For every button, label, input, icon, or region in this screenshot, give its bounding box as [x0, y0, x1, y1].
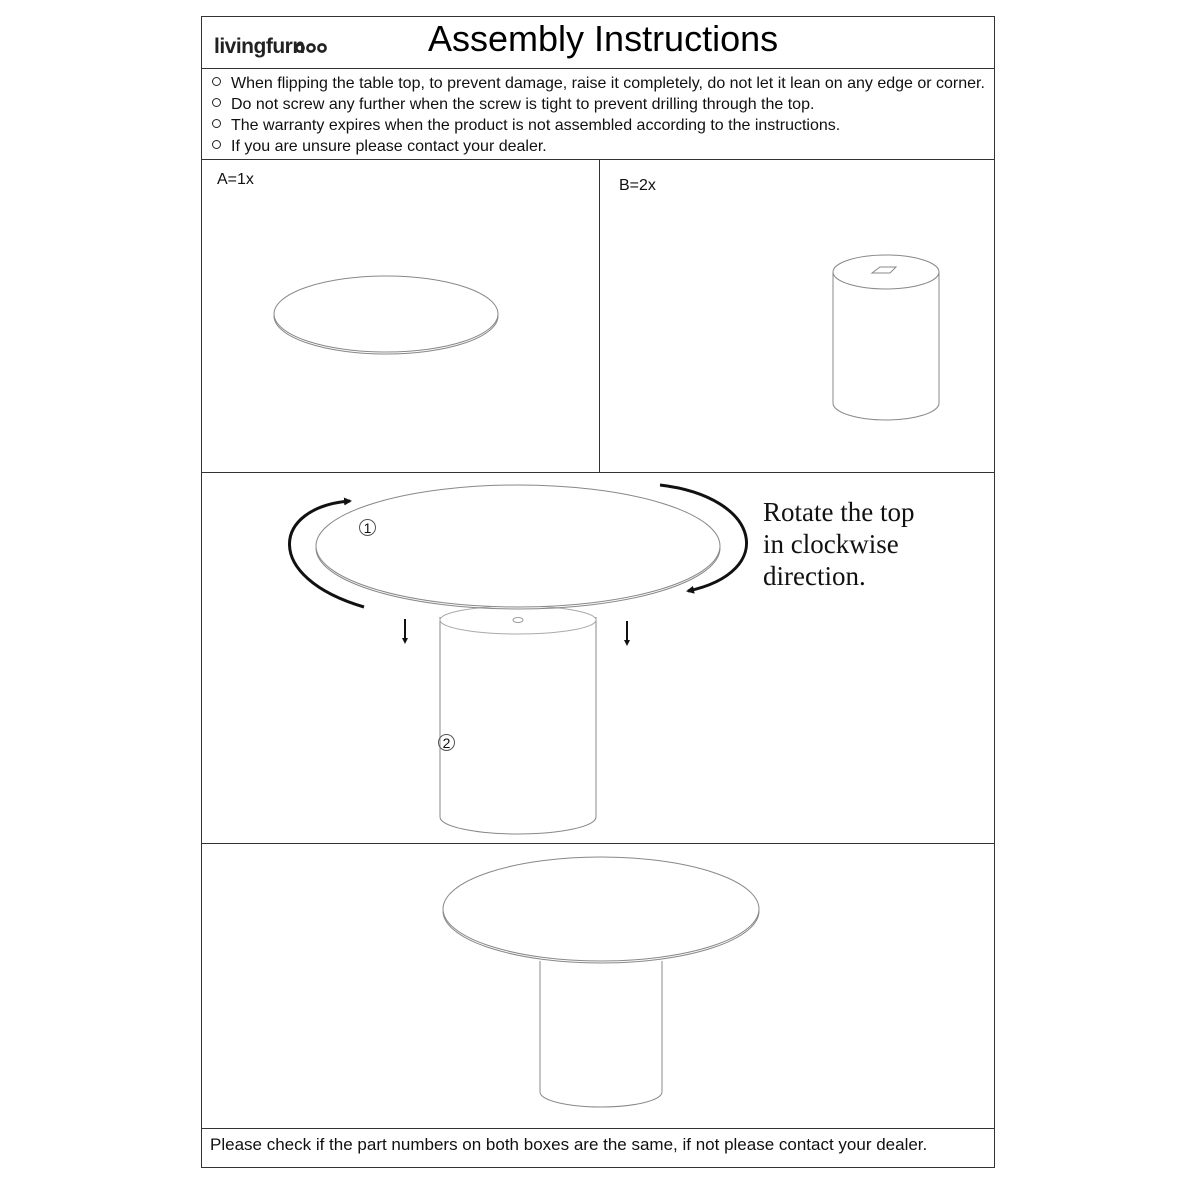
step-marker-2: 2: [438, 734, 455, 751]
step-marker-1: 1: [359, 519, 376, 536]
note-item: When flipping the table top, to prevent damage, raise it completely, do not let it lean on any edge or corner.: [210, 73, 985, 94]
part-a-tabletop-drawing: [274, 276, 498, 354]
part-b-label: B=2x: [619, 177, 656, 194]
footer-note: Please check if the part numbers on both boxes are the same, if not please contact your dealer.: [210, 1135, 928, 1154]
instruction-sheet: [201, 16, 995, 1168]
step1-drawing: [289, 485, 746, 834]
note-item: The warranty expires when the product is not assembled according to the instructions.: [210, 115, 985, 136]
page-title: Assembly Instructions: [428, 18, 779, 59]
rotate-instruction: Rotate the top in clockwise direction.: [763, 497, 915, 591]
assembly-drawings: [202, 17, 996, 1169]
part-b-base-drawing: [833, 255, 939, 420]
note-item: Do not screw any further when the screw is tight to prevent drilling through the top.: [210, 94, 985, 115]
note-item: If you are unsure please contact your dealer.: [210, 136, 985, 157]
brand-logo-text: livingfurn: [214, 35, 305, 58]
step2-assembled-drawing: [443, 857, 759, 1107]
part-a-label: A=1x: [217, 171, 254, 188]
